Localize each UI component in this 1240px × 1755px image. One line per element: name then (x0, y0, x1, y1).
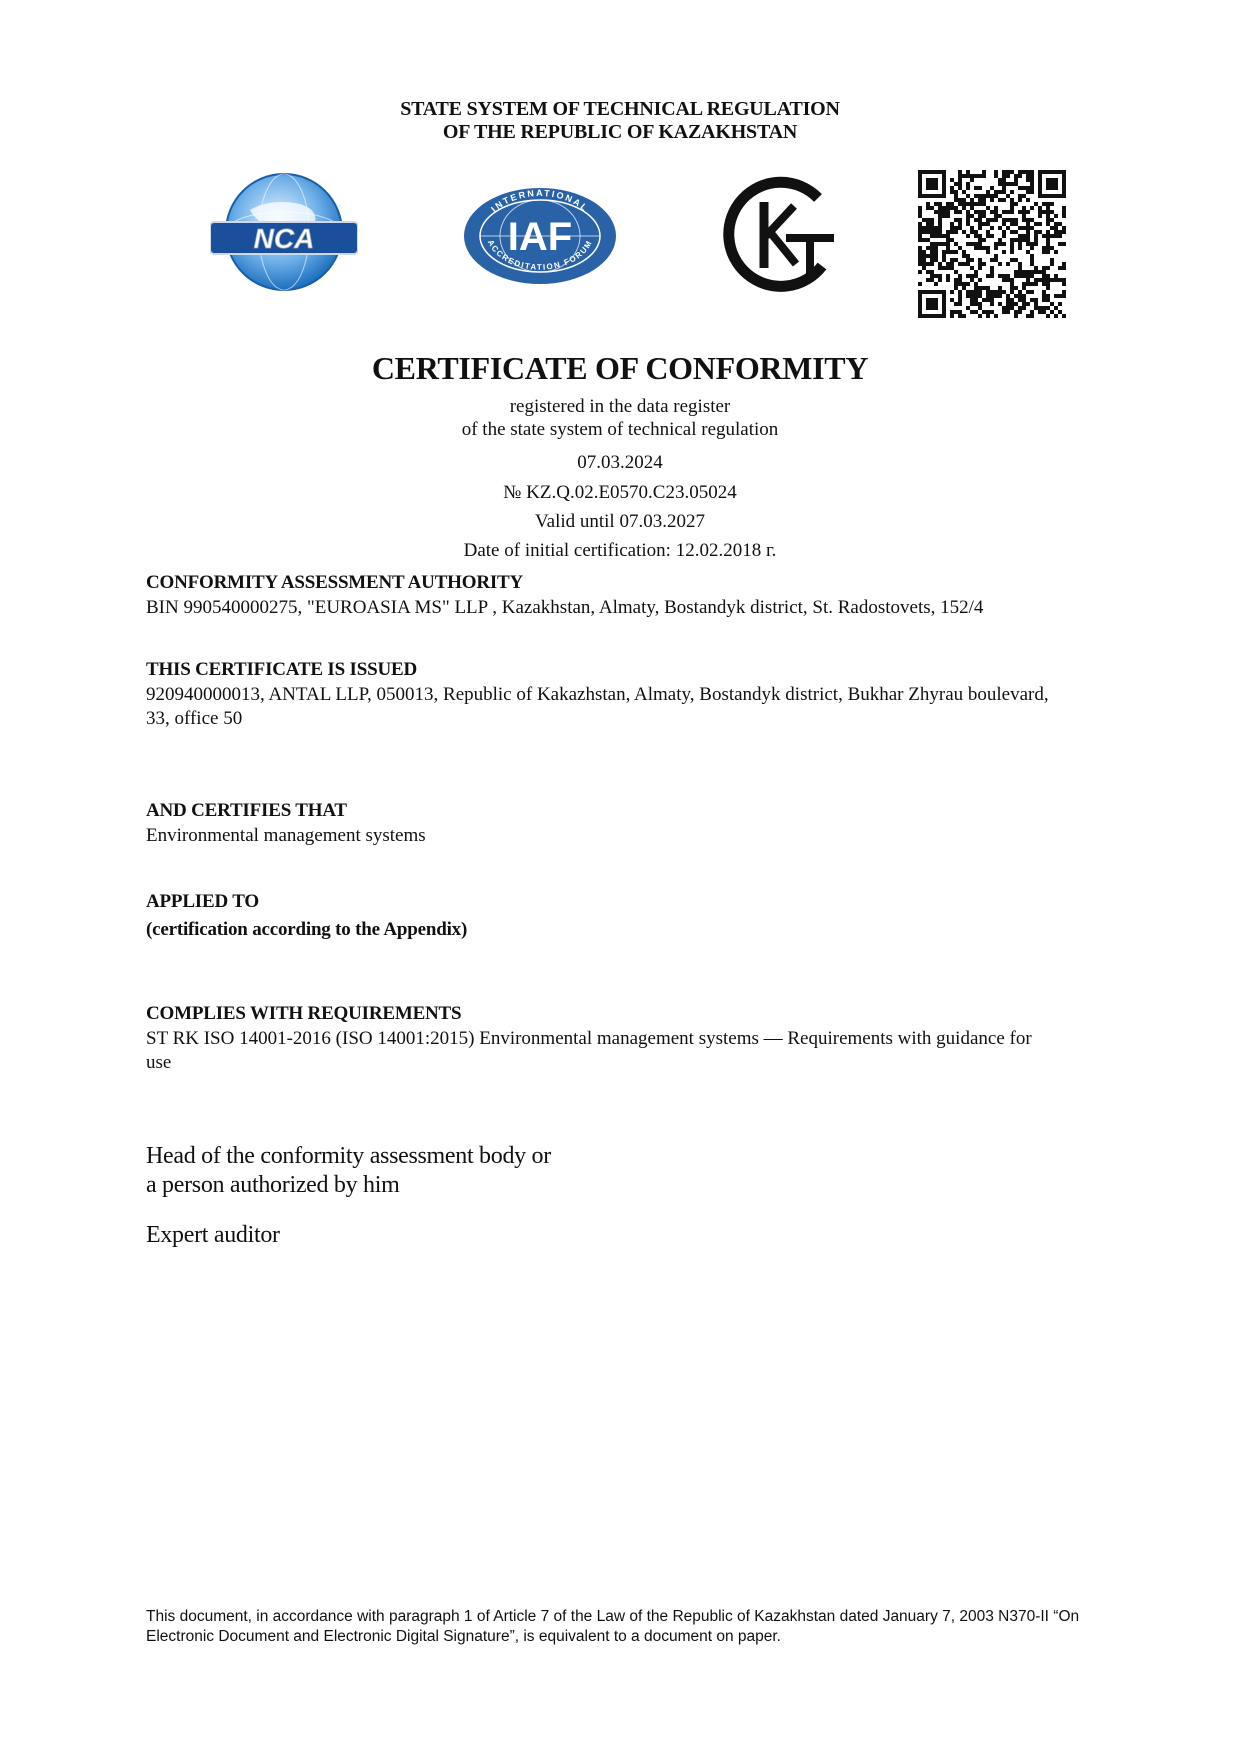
certificate-number: № KZ.Q.02.E0570.C23.05024 (503, 482, 737, 503)
registered-line-1: registered in the data register (509, 396, 731, 417)
svg-text:ACCREDITATION FORUM: ACCREDITATION FORUM (485, 238, 595, 272)
iaf-logo-text: IAF (507, 215, 573, 259)
svg-text:INTERNATIONAL: INTERNATIONAL (489, 188, 591, 215)
registered-line-2: of the state system of technical regulation (461, 419, 779, 440)
kazakhstan-conformity-mark (722, 176, 838, 294)
complies-text-line-1: ST RK ISO 14001-2016 (ISO 14001:2015) Environmental management systems — Requirements with guidance for (146, 1028, 1032, 1049)
certifies-text: Environmental management systems (146, 825, 426, 846)
issued-text-line-1: 920940000013, ANTAL LLP, 050013, Republic of Kakazhstan, Almaty, Bostandyk district, Bukhar Zhyrau boulevard, (146, 684, 1049, 705)
issued-text-line-2: 33, office 50 (146, 708, 243, 729)
iaf-logo (462, 186, 618, 286)
certifies-heading: AND CERTIFIES THAT (146, 800, 347, 821)
valid-until: Valid until 07.03.2027 (535, 511, 705, 532)
head-signature-line-2: a person authorized by him (146, 1172, 400, 1198)
nca-globe-logo (210, 170, 358, 300)
footer-line-2: Electronic Document and Electronic Digital Signature”, is equivalent to a document on paper. (146, 1628, 781, 1645)
header-line-1: STATE SYSTEM OF TECHNICAL REGULATION (400, 98, 840, 120)
certificate-title: CERTIFICATE OF CONFORMITY (371, 350, 869, 386)
head-signature-line-1: Head of the conformity assessment body or (146, 1143, 551, 1169)
complies-text-line-2: use (146, 1052, 172, 1073)
issued-heading: THIS CERTIFICATE IS ISSUED (146, 659, 417, 680)
applied-text: (certification according to the Appendix) (146, 919, 468, 940)
certificate-date: 07.03.2024 (577, 452, 663, 473)
authority-heading: CONFORMITY ASSESSMENT AUTHORITY (146, 572, 524, 593)
header-line-2: OF THE REPUBLIC OF KAZAKHSTAN (442, 121, 798, 143)
nca-logo-text: NCA (253, 223, 315, 254)
authority-text: BIN 990540000275, "EUROASIA MS" LLP , Kazakhstan, Almaty, Bostandyk district, St. Radostovets, 152/4 (146, 597, 984, 618)
expert-auditor-label: Expert auditor (146, 1222, 280, 1248)
applied-heading: APPLIED TO (146, 891, 259, 912)
initial-certification-date: Date of initial certification: 12.02.2018 г. (463, 540, 777, 561)
qr-code (918, 170, 1066, 318)
footer-line-1: This document, in accordance with paragraph 1 of Article 7 of the Law of the Republic of Kazakhstan dated January 7, 2003 N370-II “On (146, 1608, 1080, 1625)
complies-heading: COMPLIES WITH REQUIREMENTS (146, 1003, 462, 1024)
